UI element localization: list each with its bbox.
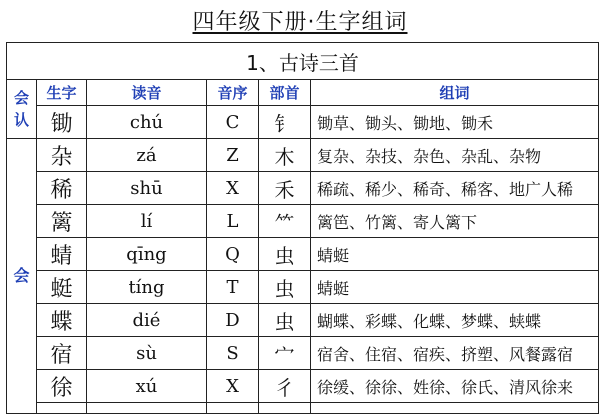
radical-cell: 虫 <box>259 304 311 337</box>
column-header-row <box>7 80 599 106</box>
header-pinyin: 读音 <box>87 80 207 106</box>
char-cell: 徐 <box>37 370 87 403</box>
table-row <box>7 172 599 205</box>
table-row <box>7 370 599 403</box>
words-cell: 蜻蜓 <box>311 238 599 271</box>
words-cell: 锄草、锄头、锄地、锄禾 <box>311 106 599 139</box>
radical-cell: 虫 <box>259 238 311 271</box>
pinyin-cell: sù <box>87 337 207 370</box>
char-cell: 宿 <box>37 337 87 370</box>
order-cell: X <box>207 370 259 403</box>
header-order: 音序 <box>207 80 259 106</box>
pinyin-cell: tíng <box>87 271 207 304</box>
vocab-table <box>6 42 599 414</box>
order-cell: S <box>207 337 259 370</box>
radical-cell: 木 <box>259 139 311 172</box>
header-radical: 部首 <box>259 80 311 106</box>
pinyin-cell: dié <box>87 304 207 337</box>
radical-cell: 彳 <box>259 370 311 403</box>
group-label-read: 会认 <box>7 80 37 139</box>
order-cell: L <box>207 205 259 238</box>
pinyin-cell: xú <box>87 370 207 403</box>
order-cell: T <box>207 271 259 304</box>
words-cell: 复杂、杂技、杂色、杂乱、杂物 <box>311 139 599 172</box>
words-cell: 蝴蝶、彩蝶、化蝶、梦蝶、蛱蝶 <box>311 304 599 337</box>
char-cell: 杂 <box>37 139 87 172</box>
order-cell: D <box>207 304 259 337</box>
group-label-write: 会 <box>7 139 37 414</box>
table-row-partial <box>7 403 599 414</box>
order-cell: C <box>207 106 259 139</box>
words-cell: 宿舍、住宿、宿疾、挤塑、风餐露宿 <box>311 337 599 370</box>
table-row <box>7 106 599 139</box>
char-cell: 蜓 <box>37 271 87 304</box>
char-cell: 蝶 <box>37 304 87 337</box>
radical-cell: ⺮ <box>259 205 311 238</box>
char-cell: 锄 <box>37 106 87 139</box>
radical-cell: 禾 <box>259 172 311 205</box>
table-row <box>7 337 599 370</box>
order-cell: Q <box>207 238 259 271</box>
pinyin-cell: shū <box>87 172 207 205</box>
order-cell: Z <box>207 139 259 172</box>
table-row <box>7 304 599 337</box>
radical-cell: 钅 <box>259 106 311 139</box>
pinyin-cell: chú <box>87 106 207 139</box>
words-cell: 篱笆、竹篱、寄人篱下 <box>311 205 599 238</box>
char-cell: 稀 <box>37 172 87 205</box>
table-row <box>7 139 599 172</box>
header-words: 组词 <box>311 80 599 106</box>
table-row <box>7 238 599 271</box>
table-row <box>7 271 599 304</box>
char-cell: 篱 <box>37 205 87 238</box>
char-cell: 蜻 <box>37 238 87 271</box>
pinyin-cell: qīng <box>87 238 207 271</box>
words-cell: 蜻蜓 <box>311 271 599 304</box>
pinyin-cell: zá <box>87 139 207 172</box>
radical-cell: 虫 <box>259 271 311 304</box>
table-row <box>7 205 599 238</box>
header-char: 生字 <box>37 80 87 106</box>
radical-cell: 宀 <box>259 337 311 370</box>
section-title: 1、古诗三首 <box>7 43 599 80</box>
words-cell: 徐缓、徐徐、姓徐、徐氏、清风徐来 <box>311 370 599 403</box>
order-cell: X <box>207 172 259 205</box>
page-title: 四年级下册·生字组词 <box>192 10 408 35</box>
words-cell: 稀疏、稀少、稀奇、稀客、地广人稀 <box>311 172 599 205</box>
section-header-row <box>7 43 599 80</box>
pinyin-cell: lí <box>87 205 207 238</box>
